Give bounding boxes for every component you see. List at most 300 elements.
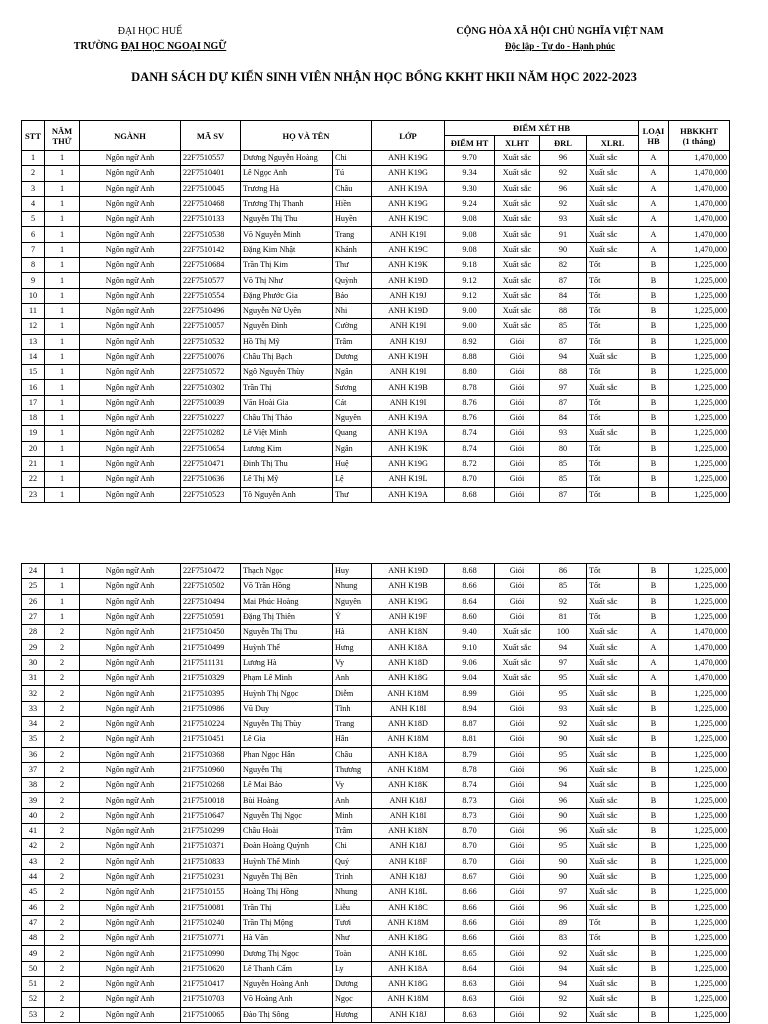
table-row [22,258,730,273]
cell-nam-thu: 2 [45,716,80,731]
cell-lop: ANH K19D [372,303,445,318]
table-row [22,762,730,777]
cell-loai-hb: B [639,854,669,869]
school-prefix: TRƯỜNG [73,41,121,52]
cell-lop: ANH K19G [372,196,445,211]
table-row [22,273,730,288]
cell-ho-lot: Văn Hoài Gia [241,395,333,410]
cell-ten: Hiền [333,196,372,211]
cell-nganh: Ngôn ngữ Anh [80,411,181,426]
cell-hbkkht: 1,225,000 [669,579,730,594]
cell-xlrl: Xuất sắc [587,824,639,839]
cell-ten: Cát [333,395,372,410]
cell-nganh: Ngôn ngữ Anh [80,594,181,609]
table-row [22,212,730,227]
cell-lop: ANH K18I [372,701,445,716]
cell-xlrl: Xuất sắc [587,227,639,242]
cell-xlrl: Tốt [587,915,639,930]
cell-ten: Vy [333,778,372,793]
cell-ma-sv: 22F7510142 [181,242,241,257]
col-hbkkht-label: HBKKHT [680,125,718,136]
cell-lop: ANH K18C [372,900,445,915]
cell-loai-hb: A [639,625,669,640]
cell-diem-ht: 8.74 [445,441,495,456]
cell-hbkkht: 1,225,000 [669,701,730,716]
cell-ma-sv: 21F7510703 [181,992,241,1007]
cell-diem-ht: 9.06 [445,655,495,670]
cell-ma-sv: 21F7510371 [181,839,241,854]
table-row [22,869,730,884]
cell-ho-lot: Võ Thị Như [241,273,333,288]
cell-drl: 92 [540,716,587,731]
cell-loai-hb: B [639,778,669,793]
cell-nam-thu: 2 [45,931,80,946]
cell-diem-ht: 9.12 [445,288,495,303]
cell-ma-sv: 21F7510833 [181,854,241,869]
cell-nganh: Ngôn ngữ Anh [80,839,181,854]
cell-ho-lot: Lê Thanh Cẩm [241,961,333,976]
cell-nam-thu: 2 [45,824,80,839]
cell-stt: 44 [22,869,45,884]
cell-ho-lot: Nguyễn Đình [241,319,333,334]
cell-nam-thu: 2 [45,686,80,701]
cell-xlrl: Xuất sắc [587,166,639,181]
cell-ma-sv: 21F7511131 [181,655,241,670]
cell-xlrl: Xuất sắc [587,196,639,211]
cell-nganh: Ngôn ngữ Anh [80,288,181,303]
cell-lop: ANH K19I [372,319,445,334]
cell-nganh: Ngôn ngữ Anh [80,273,181,288]
cell-xlht: Giỏi [495,349,540,364]
cell-diem-ht: 9.34 [445,166,495,181]
col-nganh: NGÀNH [80,121,181,151]
cell-drl: 96 [540,762,587,777]
cell-drl: 82 [540,258,587,273]
cell-ma-sv: 21F7510018 [181,793,241,808]
cell-drl: 86 [540,564,587,579]
table-row [22,472,730,487]
cell-lop: ANH K19I [372,227,445,242]
cell-ten: Nguyên [333,594,372,609]
cell-xlht: Giỏi [495,747,540,762]
cell-loai-hb: A [639,655,669,670]
cell-ho-lot: Lê Gia [241,732,333,747]
cell-loai-hb: B [639,716,669,731]
cell-xlht: Giỏi [495,839,540,854]
cell-lop: ANH K19F [372,609,445,624]
cell-xlht: Giỏi [495,915,540,930]
cell-stt: 33 [22,701,45,716]
scholarship-table-part2 [21,563,730,1023]
cell-drl: 90 [540,869,587,884]
cell-diem-ht: 8.64 [445,594,495,609]
cell-loai-hb: B [639,900,669,915]
cell-drl: 87 [540,334,587,349]
cell-hbkkht: 1,225,000 [669,258,730,273]
cell-lop: ANH K18N [372,824,445,839]
cell-nganh: Ngôn ngữ Anh [80,701,181,716]
cell-stt: 45 [22,885,45,900]
cell-ma-sv: 22F7510538 [181,227,241,242]
cell-stt: 24 [22,564,45,579]
cell-stt: 25 [22,579,45,594]
cell-ten: Trinh [333,869,372,884]
cell-loai-hb: A [639,671,669,686]
cell-stt: 35 [22,732,45,747]
cell-ma-sv: 21F7510081 [181,900,241,915]
cell-nganh: Ngôn ngữ Anh [80,258,181,273]
cell-xlht: Xuất sắc [495,242,540,257]
cell-lop: ANH K19K [372,441,445,456]
cell-ten: Anh [333,671,372,686]
cell-stt: 19 [22,426,45,441]
cell-lop: ANH K18I [372,808,445,823]
cell-lop: ANH K18N [372,625,445,640]
cell-nam-thu: 1 [45,594,80,609]
cell-ma-sv: 21F7510647 [181,808,241,823]
cell-ten: Huyền [333,212,372,227]
school-name [50,39,250,54]
cell-loai-hb: B [639,839,669,854]
cell-drl: 88 [540,365,587,380]
cell-loai-hb: B [639,426,669,441]
cell-xlht: Giỏi [495,1007,540,1022]
cell-xlht: Giỏi [495,824,540,839]
cell-hbkkht: 1,470,000 [669,181,730,196]
cell-hbkkht: 1,225,000 [669,303,730,318]
cell-ma-sv: 21F7510240 [181,915,241,930]
cell-ma-sv: 22F7510039 [181,395,241,410]
cell-xlrl: Tốt [587,609,639,624]
cell-drl: 80 [540,441,587,456]
cell-diem-ht: 8.64 [445,961,495,976]
cell-loai-hb: B [639,273,669,288]
cell-ho-lot: Nguyễn Thị Thu [241,212,333,227]
table-row [22,334,730,349]
cell-xlht: Giỏi [495,961,540,976]
cell-nam-thu: 2 [45,961,80,976]
cell-ma-sv: 21F7510620 [181,961,241,976]
cell-ma-sv: 22F7510401 [181,166,241,181]
cell-loai-hb: B [639,365,669,380]
cell-stt: 23 [22,487,45,502]
cell-stt: 16 [22,380,45,395]
table-row [22,808,730,823]
cell-diem-ht: 8.92 [445,334,495,349]
table-row [22,196,730,211]
cell-nam-thu: 2 [45,671,80,686]
cell-drl: 96 [540,824,587,839]
cell-loai-hb: B [639,288,669,303]
cell-xlht: Xuất sắc [495,640,540,655]
issuer-block [50,24,250,54]
cell-lop: ANH K19H [372,349,445,364]
cell-ma-sv: 22F7510557 [181,151,241,166]
cell-hbkkht: 1,225,000 [669,564,730,579]
cell-xlht: Giỏi [495,472,540,487]
cell-nganh: Ngôn ngữ Anh [80,732,181,747]
cell-diem-ht: 8.78 [445,762,495,777]
col-xlht: XLHT [495,136,540,151]
table-row [22,151,730,166]
cell-ten: Hà [333,625,372,640]
cell-diem-ht: 8.88 [445,349,495,364]
cell-xlrl: Xuất sắc [587,747,639,762]
cell-hbkkht: 1,225,000 [669,273,730,288]
table-row [22,426,730,441]
cell-nam-thu: 2 [45,900,80,915]
cell-nam-thu: 1 [45,564,80,579]
cell-nganh: Ngôn ngữ Anh [80,579,181,594]
cell-drl: 92 [540,196,587,211]
cell-stt: 50 [22,961,45,976]
cell-ma-sv: 21F7510268 [181,778,241,793]
cell-ho-lot: Võ Hoàng Anh [241,992,333,1007]
cell-nam-thu: 2 [45,701,80,716]
cell-lop: ANH K18D [372,655,445,670]
cell-diem-ht: 9.12 [445,273,495,288]
cell-loai-hb: B [639,824,669,839]
cell-nam-thu: 2 [45,793,80,808]
cell-xlrl: Tốt [587,258,639,273]
cell-ma-sv: 22F7510133 [181,212,241,227]
cell-xlrl: Tốt [587,334,639,349]
col-ma-sv: MÃ SV [181,121,241,151]
cell-stt: 36 [22,747,45,762]
cell-stt: 29 [22,640,45,655]
cell-xlht: Xuất sắc [495,655,540,670]
cell-drl: 90 [540,854,587,869]
cell-hbkkht: 1,225,000 [669,808,730,823]
table-row [22,242,730,257]
cell-stt: 14 [22,349,45,364]
cell-xlrl: Xuất sắc [587,426,639,441]
cell-ho-lot: Phan Ngọc Hân [241,747,333,762]
cell-hbkkht: 1,225,000 [669,762,730,777]
table-row [22,303,730,318]
cell-ma-sv: 22F7510302 [181,380,241,395]
cell-loai-hb: B [639,747,669,762]
cell-hbkkht: 1,225,000 [669,839,730,854]
cell-hbkkht: 1,470,000 [669,166,730,181]
cell-nam-thu: 1 [45,349,80,364]
cell-drl: 90 [540,732,587,747]
cell-hbkkht: 1,225,000 [669,456,730,471]
scholarship-table-part1 [21,120,730,503]
cell-stt: 22 [22,472,45,487]
col-nam-thu: NĂM THỨ [45,121,80,151]
cell-hbkkht: 1,470,000 [669,655,730,670]
cell-nam-thu: 2 [45,915,80,930]
table-row [22,716,730,731]
cell-ho-lot: Huỳnh Thế [241,640,333,655]
cell-xlht: Giỏi [495,900,540,915]
cell-loai-hb: B [639,915,669,930]
cell-drl: 95 [540,671,587,686]
col-ho-ten: HỌ VÀ TÊN [241,121,372,151]
cell-ho-lot: Trương Hà [241,181,333,196]
cell-nganh: Ngôn ngữ Anh [80,487,181,502]
cell-drl: 94 [540,778,587,793]
cell-xlrl: Xuất sắc [587,671,639,686]
cell-nam-thu: 1 [45,365,80,380]
cell-ten: Tươi [333,915,372,930]
table-row [22,640,730,655]
cell-lop: ANH K18J [372,869,445,884]
cell-hbkkht: 1,225,000 [669,946,730,961]
cell-stt: 21 [22,456,45,471]
cell-nam-thu: 1 [45,579,80,594]
cell-nam-thu: 2 [45,1007,80,1022]
cell-xlht: Xuất sắc [495,212,540,227]
cell-drl: 83 [540,931,587,946]
cell-drl: 93 [540,426,587,441]
cell-hbkkht: 1,470,000 [669,227,730,242]
cell-hbkkht: 1,225,000 [669,609,730,624]
cell-hbkkht: 1,225,000 [669,472,730,487]
cell-xlht: Giỏi [495,334,540,349]
cell-nganh: Ngôn ngữ Anh [80,762,181,777]
cell-hbkkht: 1,225,000 [669,915,730,930]
cell-nam-thu: 2 [45,839,80,854]
cell-nganh: Ngôn ngữ Anh [80,609,181,624]
cell-stt: 30 [22,655,45,670]
cell-drl: 97 [540,885,587,900]
cell-lop: ANH K19K [372,258,445,273]
cell-diem-ht: 8.70 [445,824,495,839]
cell-nam-thu: 1 [45,227,80,242]
cell-nganh: Ngôn ngữ Anh [80,808,181,823]
cell-stt: 17 [22,395,45,410]
cell-drl: 92 [540,1007,587,1022]
cell-hbkkht: 1,225,000 [669,334,730,349]
cell-xlht: Xuất sắc [495,625,540,640]
cell-xlrl: Xuất sắc [587,151,639,166]
cell-ma-sv: 22F7510057 [181,319,241,334]
cell-xlrl: Tốt [587,931,639,946]
cell-ten: Tĩnh [333,701,372,716]
col-hbkkht [669,121,730,151]
cell-ten: Hương [333,1007,372,1022]
cell-drl: 92 [540,946,587,961]
cell-hbkkht: 1,225,000 [669,365,730,380]
cell-ma-sv: 21F7510499 [181,640,241,655]
cell-ma-sv: 22F7510636 [181,472,241,487]
cell-nganh: Ngôn ngữ Anh [80,564,181,579]
cell-lop: ANH K18A [372,747,445,762]
cell-hbkkht: 1,225,000 [669,961,730,976]
cell-lop: ANH K19C [372,242,445,257]
cell-xlrl: Xuất sắc [587,181,639,196]
table-row [22,594,730,609]
cell-ho-lot: Trần Thị [241,380,333,395]
cell-nam-thu: 1 [45,334,80,349]
cell-diem-ht: 8.81 [445,732,495,747]
cell-ten: Ly [333,961,372,976]
cell-diem-ht: 8.99 [445,686,495,701]
cell-loai-hb: B [639,946,669,961]
table-row [22,319,730,334]
cell-loai-hb: B [639,961,669,976]
cell-drl: 88 [540,303,587,318]
cell-xlrl: Xuất sắc [587,778,639,793]
cell-xlrl: Tốt [587,441,639,456]
cell-stt: 52 [22,992,45,1007]
cell-nam-thu: 2 [45,732,80,747]
cell-lop: ANH K18M [372,762,445,777]
cell-hbkkht: 1,225,000 [669,931,730,946]
cell-ten: Khánh [333,242,372,257]
cell-ten: Huệ [333,456,372,471]
cell-diem-ht: 8.66 [445,931,495,946]
cell-diem-ht: 8.70 [445,854,495,869]
cell-ho-lot: Hoàng Thị Hồng [241,885,333,900]
cell-hbkkht: 1,225,000 [669,869,730,884]
cell-loai-hb: B [639,334,669,349]
col-diem-ht: ĐIỂM HT [445,136,495,151]
cell-lop: ANH K18D [372,716,445,731]
cell-loai-hb: B [639,303,669,318]
school-name-underlined: ĐẠI HỌC NGOẠI NGỮ [120,41,227,52]
cell-diem-ht: 8.66 [445,885,495,900]
cell-xlht: Xuất sắc [495,166,540,181]
cell-diem-ht: 9.18 [445,258,495,273]
cell-loai-hb: B [639,793,669,808]
cell-xlht: Giỏi [495,594,540,609]
cell-diem-ht: 8.67 [445,869,495,884]
cell-xlrl: Xuất sắc [587,961,639,976]
cell-ho-lot: Đặng Thị Thiên [241,609,333,624]
cell-nam-thu: 2 [45,625,80,640]
cell-hbkkht: 1,225,000 [669,380,730,395]
cell-nganh: Ngôn ngữ Anh [80,227,181,242]
cell-loai-hb: B [639,869,669,884]
cell-drl: 93 [540,212,587,227]
cell-xlht: Xuất sắc [495,303,540,318]
cell-xlht: Giỏi [495,992,540,1007]
cell-xlrl: Tốt [587,564,639,579]
cell-stt: 20 [22,441,45,456]
cell-nam-thu: 1 [45,166,80,181]
cell-ma-sv: 21F7510986 [181,701,241,716]
cell-xlrl: Tốt [587,487,639,502]
table-row [22,885,730,900]
cell-drl: 92 [540,594,587,609]
cell-nganh: Ngôn ngữ Anh [80,166,181,181]
cell-xlht: Giỏi [495,411,540,426]
cell-hbkkht: 1,225,000 [669,992,730,1007]
cell-ten: Quỳnh [333,273,372,288]
table-row [22,1007,730,1022]
cell-ho-lot: Lương Kim [241,441,333,456]
cell-loai-hb: B [639,732,669,747]
col-stt: STT [22,121,45,151]
cell-nam-thu: 1 [45,609,80,624]
cell-xlht: Xuất sắc [495,151,540,166]
cell-diem-ht: 8.73 [445,808,495,823]
cell-drl: 81 [540,609,587,624]
cell-xlht: Giỏi [495,487,540,502]
cell-xlht: Giỏi [495,808,540,823]
cell-nam-thu: 1 [45,288,80,303]
cell-xlht: Giỏi [495,793,540,808]
cell-loai-hb: B [639,931,669,946]
cell-ten: Anh [333,793,372,808]
cell-hbkkht: 1,225,000 [669,349,730,364]
cell-ten: Dương [333,349,372,364]
cell-stt: 11 [22,303,45,318]
cell-xlrl: Xuất sắc [587,625,639,640]
